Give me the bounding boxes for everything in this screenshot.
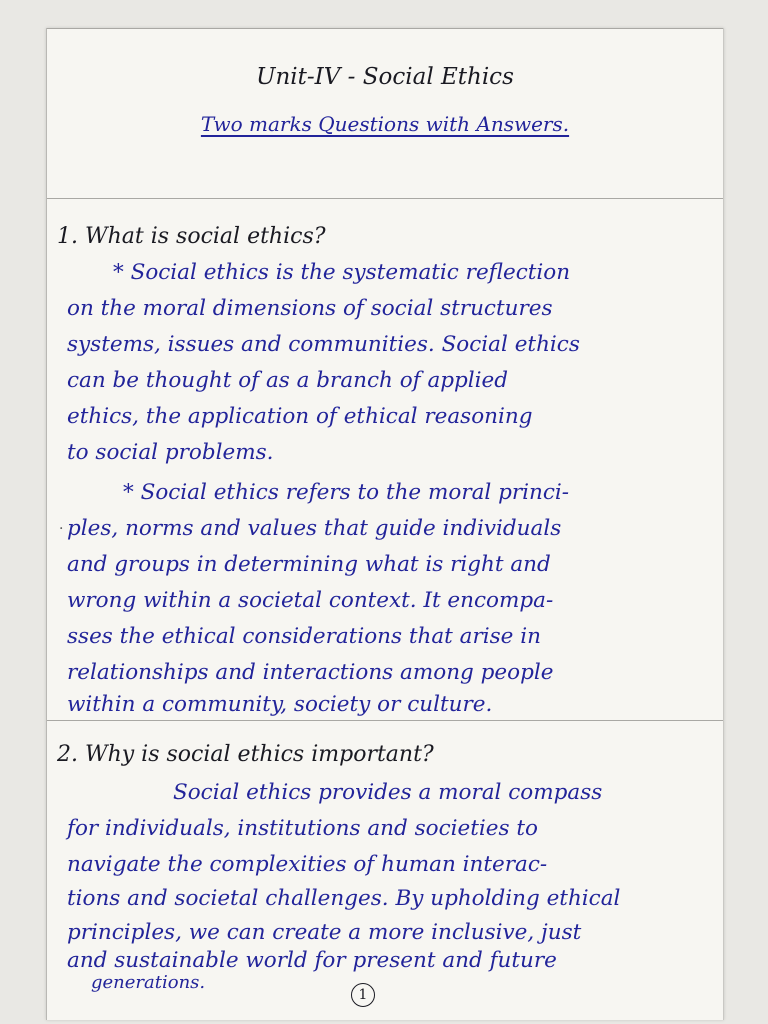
notebook-page: [46, 28, 724, 1020]
answer-2-line: principles, we can create a more inclusive, just: [67, 920, 582, 945]
page-title: Unit-IV - Social Ethics: [256, 64, 514, 90]
answer-1-line: to social problems.: [67, 440, 274, 465]
page-subtitle: Two marks Questions with Answers.: [200, 112, 570, 136]
answer-1-line: within a community, society or culture.: [67, 692, 493, 717]
answer-1-line: sses the ethical considerations that arise in: [67, 624, 541, 649]
answer-2-line: Social ethics provides a moral compass: [173, 780, 603, 805]
answer-1-line: can be thought of as a branch of applied: [67, 368, 509, 393]
answer-2-line: for individuals, institutions and societies to: [67, 816, 538, 841]
answer-1-line: * Social ethics refers to the moral princi-: [123, 480, 570, 505]
answer-1-line: and groups in determining what is right and: [67, 552, 551, 577]
question-2: 2. Why is social ethics important?: [57, 742, 434, 767]
section-divider-header: [47, 198, 723, 199]
answer-2-line: tions and societal challenges. By upholding ethical: [67, 886, 621, 911]
answer-1-line: ples, norms and values that guide individuals: [67, 516, 562, 541]
answer-1-line: systems, issues and communities. Social ethics: [67, 332, 580, 357]
answer-1-line: ethics, the application of ethical reasoning: [67, 404, 533, 429]
answer-1-line: wrong within a societal context. It encompa-: [67, 588, 554, 613]
answer-2-line: and sustainable world for present and future: [67, 948, 557, 973]
page-top-rule: [47, 28, 723, 29]
question-1: 1. What is social ethics?: [57, 224, 326, 249]
page-number: 1: [351, 983, 375, 1007]
stray-ink-mark: ·: [59, 521, 64, 537]
answer-2-line: generations.: [91, 972, 206, 993]
answer-2-line: navigate the complexities of human interac-: [67, 852, 548, 877]
answer-1-line: * Social ethics is the systematic reflection: [113, 260, 571, 285]
answer-1-line: on the moral dimensions of social structures: [67, 296, 553, 321]
section-divider-q1: [47, 720, 723, 721]
answer-1-line: relationships and interactions among people: [67, 660, 554, 685]
